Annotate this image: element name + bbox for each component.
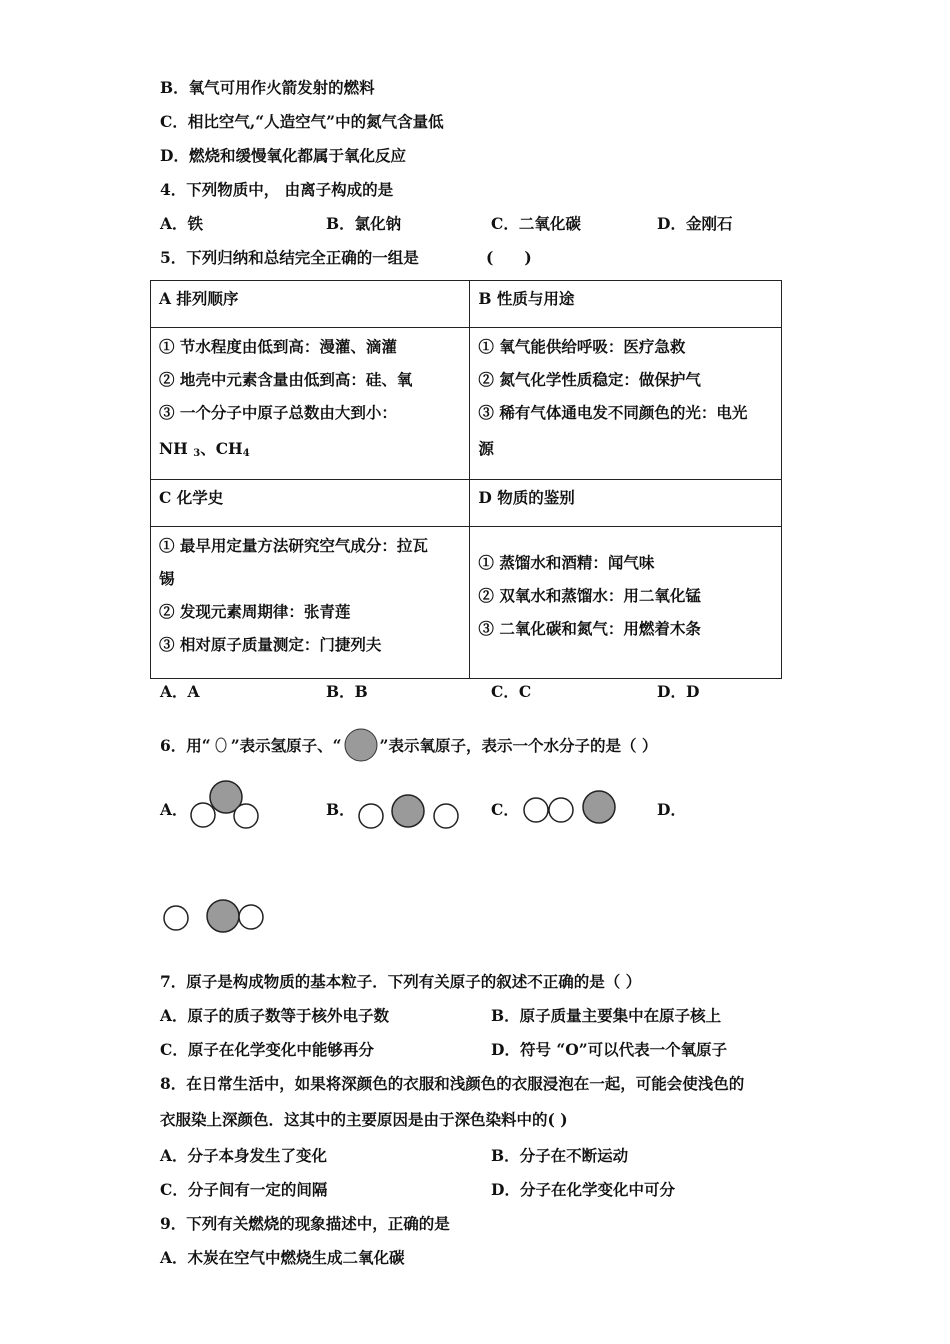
oxygen-atom-legend-icon xyxy=(342,728,380,762)
q8-option-a: A．分子本身发生了变化 xyxy=(160,1146,328,1165)
q6-option-d-molecule-icon xyxy=(160,898,270,938)
q8-stem-line2: 衣服染上深颜色．这其中的主要原因是由于深色染料中的( ) xyxy=(160,1110,568,1129)
q3-option-b: B．氧气可用作火箭发射的燃料 xyxy=(160,78,375,97)
q9-option-a: A．木炭在空气中燃烧生成二氧化碳 xyxy=(160,1248,405,1267)
q8-option-b: B．分子在不断运动 xyxy=(491,1146,629,1165)
q6-option-a-label: A． xyxy=(160,800,188,819)
q7-option-a: A．原子的质子数等于核外电子数 xyxy=(160,1006,390,1025)
q7-option-d: D．符号 “O”可以代表一个氧原子 xyxy=(491,1040,728,1059)
table-cell-c: ① 最早用定量方法研究空气成分：拉瓦 锡 ② 发现元素周期律：张青莲 ③ 相对原子质量测定：门捷列夫 xyxy=(151,527,470,679)
q6-option-c-label: C． xyxy=(491,800,519,819)
q7-stem: 7．原子是构成物质的基本粒子．下列有关原子的叙述不正确的是（ ） xyxy=(160,972,642,991)
q6-stem: 6．用“ ”表示氢原子、“ ”表示氧原子，表示一个水分子的是（ ） xyxy=(160,728,657,762)
q5-option-a: A．A xyxy=(160,682,200,701)
q5-option-d: D．D xyxy=(657,682,700,701)
table-header-c: C 化学史 xyxy=(151,480,470,527)
q6-option-a-molecule-icon xyxy=(186,778,264,830)
q5-option-b: B．B xyxy=(326,682,368,701)
q8-option-d: D．分子在化学变化中可分 xyxy=(491,1180,675,1199)
q3-option-c: C．相比空气,“人造空气”中的氮气含量低 xyxy=(160,112,444,131)
q9-stem: 9．下列有关燃烧的现象描述中，正确的是 xyxy=(160,1214,450,1233)
table-header-a: A 排列顺序 xyxy=(151,281,470,328)
q8-stem-line1: 8．在日常生活中，如果将深颜色的衣服和浅颜色的衣服浸泡在一起，可能会使浅色的 xyxy=(160,1074,745,1093)
q3-option-d: D．燃烧和缓慢氧化都属于氧化反应 xyxy=(160,146,406,165)
table-cell-d: ① 蒸馏水和酒精：闻气味 ② 双氧水和蒸馏水：用二氧化锰 ③ 二氧化碳和氮气：用燃着木条 xyxy=(470,527,782,679)
q6-option-b-molecule-icon xyxy=(356,792,462,832)
hydrogen-atom-legend-icon xyxy=(213,736,229,754)
q6-option-d-label: D． xyxy=(657,800,686,819)
q7-option-c: C．原子在化学变化中能够再分 xyxy=(160,1040,374,1059)
q4-option-a: A．铁 xyxy=(160,214,204,233)
table-cell-a: ① 节水程度由低到高：漫灌、滴灌 ② 地壳中元素含量由低到高：硅、氧 ③ 一个分子中原子总数由大到小： NH $_3$、$CH_4$ xyxy=(151,328,470,480)
q4-option-d: D．金刚石 xyxy=(657,214,733,233)
q8-option-c: C．分子间有一定的间隔 xyxy=(160,1180,328,1199)
q5-paren: ( ) xyxy=(486,248,532,267)
table-header-d: D 物质的鉴别 xyxy=(470,480,782,527)
q5-option-c: C．C xyxy=(491,682,532,701)
table-cell-b: ① 氧气能供给呼吸：医疗急救 ② 氮气化学性质稳定：做保护气 ③ 稀有气体通电发不同颜色的光：电光 源 xyxy=(470,328,782,480)
q6-option-c-molecule-icon xyxy=(520,788,620,828)
q4-stem: 4．下列物质中， 由离子构成的是 xyxy=(160,180,394,199)
table-header-b: B 性质与用途 xyxy=(470,281,782,328)
q7-option-b: B．原子质量主要集中在原子核上 xyxy=(491,1006,722,1025)
formula-line: NH $_3$、$CH_4$ xyxy=(159,439,250,459)
q6-option-b-label: B． xyxy=(326,800,355,819)
q5-stem: 5．下列归纳和总结完全正确的一组是 xyxy=(160,248,419,267)
q4-option-b: B．氯化钠 xyxy=(326,214,402,233)
q4-option-c: C．二氧化碳 xyxy=(491,214,581,233)
q5-table xyxy=(150,280,782,679)
